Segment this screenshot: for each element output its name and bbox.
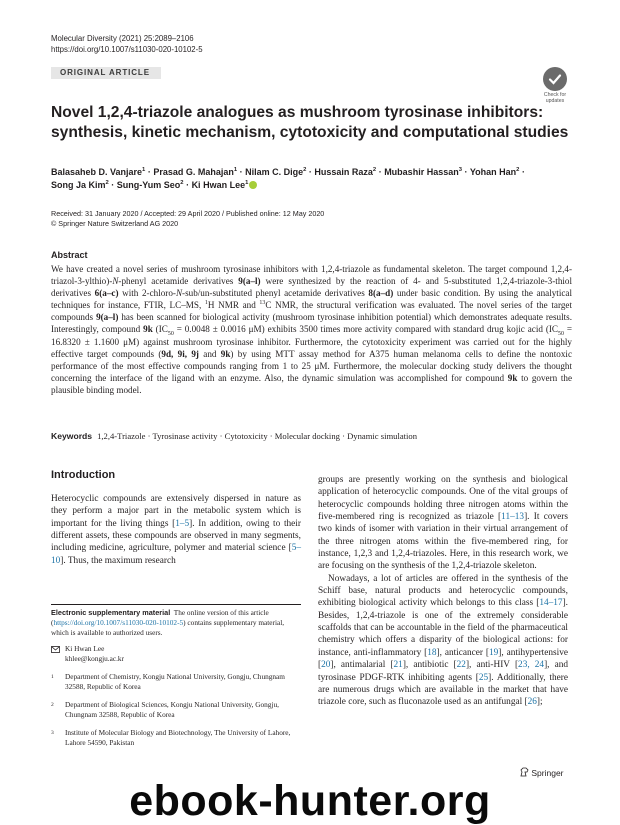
supplementary-note: Electronic supplementary material The online version of this article (https://doi.org/10.1007/s11030-020-10102-5) contains supplementary material, which is available to authorized users. <box>51 608 285 637</box>
author[interactable]: Sung-Yum Seo$^2$ <box>116 180 184 190</box>
publisher-logo <box>520 767 564 778</box>
article-title: Novel 1,2,4-triazole analogues as mushroom tyrosinase inhibitors: synthesis, kinetic mechanism, cytotoxicity and computational studies <box>51 104 569 141</box>
abstract-heading: Abstract <box>51 250 88 260</box>
abstract-body: We have created a novel series of mushroom tyrosinase inhibitors with 1,2,4-triazole as fundamental skeleton. The target compound 1,2,4-triazol-3-ylthio)-N-phenyl acetamide derivatives 9(a–l) were synthesized by the reaction of 4- and 5-substituted 1,2,4-triazole-3-thiol derivatives 6(a–c) with 2-chloro-N-sub/un-substituted phenyl acetamide derivatives 8(a–d) under basic condition. By using the analytical techniques for instance, FTIR, LC–MS, $^1$H NMR and $^{13}$C NMR, the structural verification was evaluated. The novel series of the target compounds 9(a–l) has been scanned for biological activity (mushroom tyrosinase inhibition potential) which demonstrates adequate results. Interestingly, compound 9k ($IC_{50} = 0.0048 \pm 0.0016$ μM) exhibits 3500 times more activity compared with standard drug kojic acid ($IC_{50} = 16.8320 \pm 1.1600$ μM) against mushroom tyrosinase inhibitor. Furthermore, the cytotoxicity experiment was carried out for the highly effective target compounds (9d, 9i, 9j and 9k) by using MTT assay method for A375 human melanoma cells to define the nontoxic performance of the most effective compounds ranging from 1 to 25 μM. Furthermore, the molecular docking study delivers the thought concerning the interface of the ligand with an enzyme. Also, the dynamic simulation was accomplished for compound 9k to govern the plausible binding model. <box>51 264 573 395</box>
author-list: Balasaheb D. Vanjare$^1$ · Prasad G. Mahajan$^1$ · Nilam C. Dige$^2$ · Hussain Raza$^2$ · Mubashir Hassan$^3$ · Yohan Han$^2$ · Song Ja Kim$^2$ · Sung-Yum Seo$^2$ · Ki Hwan Lee$^1$ <box>51 167 525 190</box>
author[interactable]: Song Ja Kim$^2$ <box>51 180 109 190</box>
publication-dates <box>51 209 324 228</box>
author[interactable]: Nilam C. Dige$^2$ <box>245 167 307 177</box>
author[interactable]: Ki Hwan Lee$^1$ <box>191 180 249 190</box>
check-updates-icon <box>543 67 567 91</box>
copyright-line: © Springer Nature Switzerland AG 2020 <box>51 218 179 228</box>
journal-citation: Molecular Diversity (2021) 25:2089–2106 <box>51 34 194 43</box>
introduction-paragraph-continued: groups are presently working on the synthesis and biological application of heterocyclic compounds. One of the vital groups of heterocyclic compounds holding three nitrogen atoms within the five-membered ring is recognized as triazole [11–13]. It covers two kinds of isomer with variation in their virtual arrangement of the three nitrogen atoms within the five-membered ring, for instance, 1,2,3 and 1,2,4-triazoles. Here, in this research work, we are focusing on the synthesis of the 1,2,4-triazole skeleton. Nowadays, a lot of articles are offered in the synthesis of the Schiff base, natural products and heterocyclic compounds, exhibiting biological activity which belongs to this class [14–17]. Besides, 1,2,4-triazole is one of the extremely considerable scaffolds that can be accountable in the field of the pharmaceutical chemistry which offers a disparity of the biological actions: for instance, anti-inflammatory [18], anticancer [19], antihypertensive [20], antimalarial [21], antibiotic [22], anti-HIV [23, 24], and tyrosinase PDGF-RTK inhibiting agents [25]. Additionally, there are numerous drugs which are available in the market that have triazole core, such as fluconazole used as an antifungal [26]; <box>318 475 569 708</box>
publisher-name: Springer <box>531 768 564 778</box>
author[interactable]: Balasaheb D. Vanjare$^1$ <box>51 167 146 177</box>
orcid-icon[interactable] <box>249 181 257 189</box>
envelope-icon <box>51 646 60 653</box>
article-type-bar <box>51 67 161 79</box>
introduction-paragraph-1: Heterocyclic compounds are extensively dispersed in nature as they perform a major part in the metabolic system which is important for the living things [1–5]. In addition, owing to their different assets, these compounds are observed in many segments, including medicine, agriculture, polymer and material science [5–10]. Thus, the maximum research <box>51 494 301 566</box>
article-type-label: ORIGINAL ARTICLE <box>60 68 150 77</box>
introduction-heading: Introduction <box>51 469 116 481</box>
esm-label: Electronic supplementary material <box>51 608 171 617</box>
keywords-label: Keywords <box>51 431 93 441</box>
check-updates-text: Check for updates <box>543 92 567 104</box>
corresponding-email[interactable]: khlee@kongju.ac.kr <box>65 654 124 663</box>
corresponding-name: Ki Hwan Lee <box>65 644 105 653</box>
author[interactable]: Mubashir Hassan$^3$ <box>384 167 462 177</box>
check-for-updates-badge[interactable] <box>540 67 570 104</box>
author[interactable]: Hussain Raza$^2$ <box>314 167 377 177</box>
footnote-divider <box>51 604 301 605</box>
corresponding-author <box>51 644 301 664</box>
dates-line: Received: 31 January 2020 / Accepted: 29 April 2020 / Published online: 12 May 2020 <box>51 209 325 218</box>
keywords-text: 1,2,4-Triazole · Tyrosinase activity · Cytotoxicity · Molecular docking · Dynamic simulation <box>97 431 418 441</box>
esm-link[interactable]: https://doi.org/10.1007/s11030-020-10102-5 <box>53 618 184 627</box>
author[interactable]: Prasad G. Mahajan$^1$ <box>153 167 238 177</box>
doi-line[interactable]: https://doi.org/10.1007/s11030-020-10102-5 <box>51 45 203 54</box>
keywords-line <box>51 431 572 442</box>
journal-header <box>51 33 203 55</box>
springer-horse-icon <box>520 767 529 777</box>
author[interactable]: Yohan Han$^2$ <box>469 167 520 177</box>
watermark: ebook-hunter.org <box>129 777 491 825</box>
